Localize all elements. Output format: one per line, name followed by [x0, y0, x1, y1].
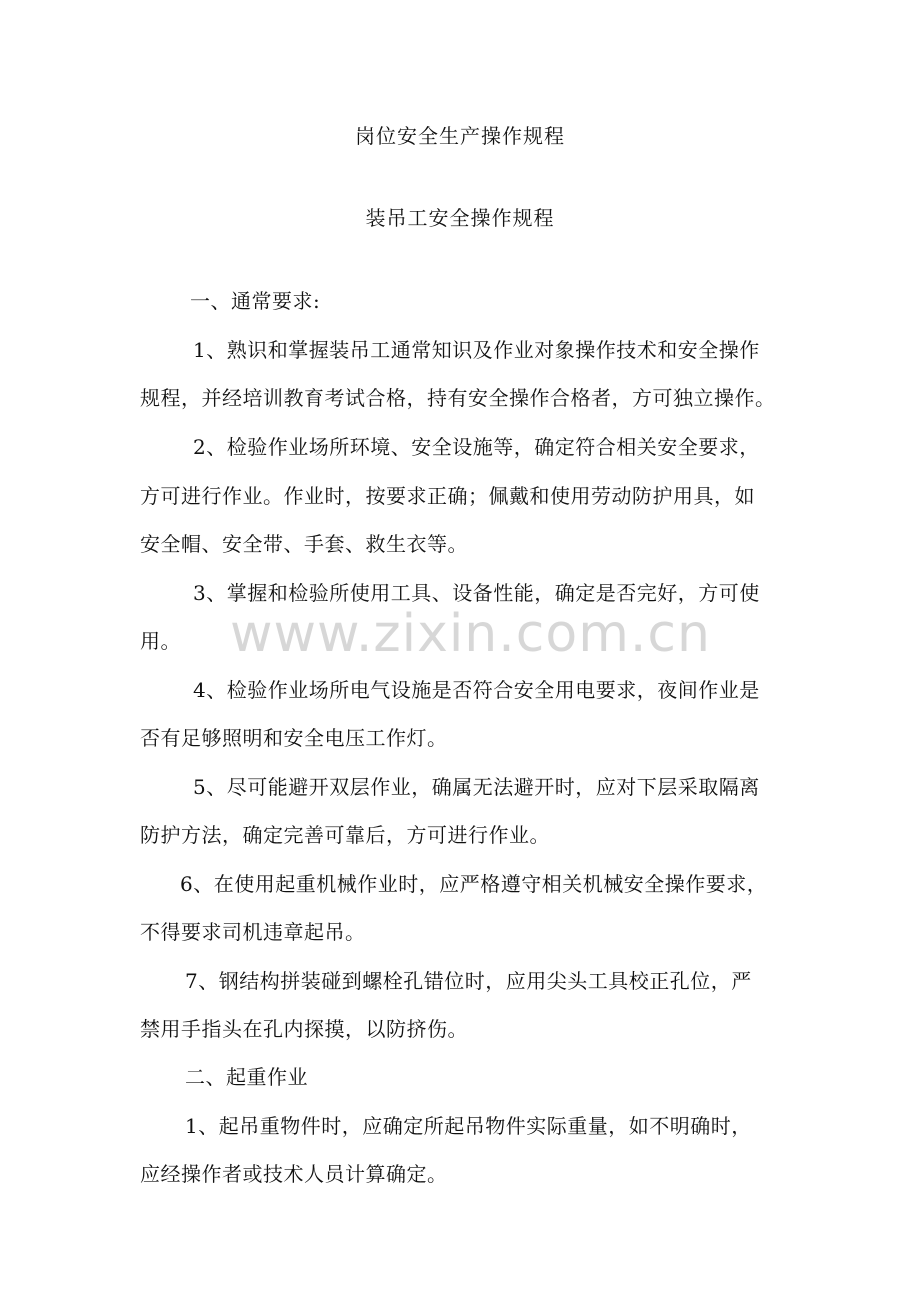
paragraph-line: 3、掌握和检验所使用工具、设备性能，确定是否完好，方可使 [193, 581, 760, 605]
watermark: www.zixin.com.cn [230, 604, 711, 664]
paragraph-line: 1、起吊重物件时，应确定所起吊物件实际重量，如不明确时， [185, 1114, 752, 1138]
section-heading: 二、起重作业 [185, 1065, 308, 1089]
paragraph-line: 禁用手指头在孔内探摸，以防挤伤。 [140, 1017, 468, 1041]
document-subtitle: 装吊工安全操作规程 [365, 206, 555, 230]
paragraph-line: 7、钢结构拼装碰到螺栓孔错位时，应用尖头工具校正孔位，严 [185, 969, 752, 993]
paragraph-line: 用。 [140, 629, 181, 653]
paragraph-line: 方可进行作业。作业时，按要求正确；佩戴和使用劳动防护用具，如 [140, 484, 755, 508]
paragraph-line: 1、熟识和掌握装吊工通常知识及作业对象操作技术和安全操作 [193, 338, 760, 362]
paragraph-line: 不得要求司机违章起吊。 [140, 920, 366, 944]
paragraph-line: 5、尽可能避开双层作业，确属无法避开时，应对下层采取隔离 [193, 775, 760, 799]
document-title: 岗位安全生产操作规程 [355, 124, 565, 148]
paragraph-line: 4、检验作业场所电气设施是否符合安全用电要求，夜间作业是 [193, 678, 760, 702]
paragraph-line: 安全帽、安全带、手套、救生衣等。 [140, 532, 468, 556]
paragraph-line: 否有足够照明和安全电压工作灯。 [140, 726, 448, 750]
section-heading: 一、通常要求: [190, 289, 321, 313]
paragraph-line: 规程，并经培训教育考试合格，持有安全操作合格者，方可独立操作。 [140, 386, 776, 410]
paragraph-line: 2、检验作业场所环境、安全设施等，确定符合相关安全要求， [193, 435, 760, 459]
paragraph-line: 应经操作者或技术人员计算确定。 [140, 1162, 448, 1186]
paragraph-line: 防护方法，确定完善可靠后，方可进行作业。 [140, 823, 550, 847]
paragraph-line: 6、在使用起重机械作业时，应严格遵守相关机械安全操作要求， [180, 872, 768, 896]
